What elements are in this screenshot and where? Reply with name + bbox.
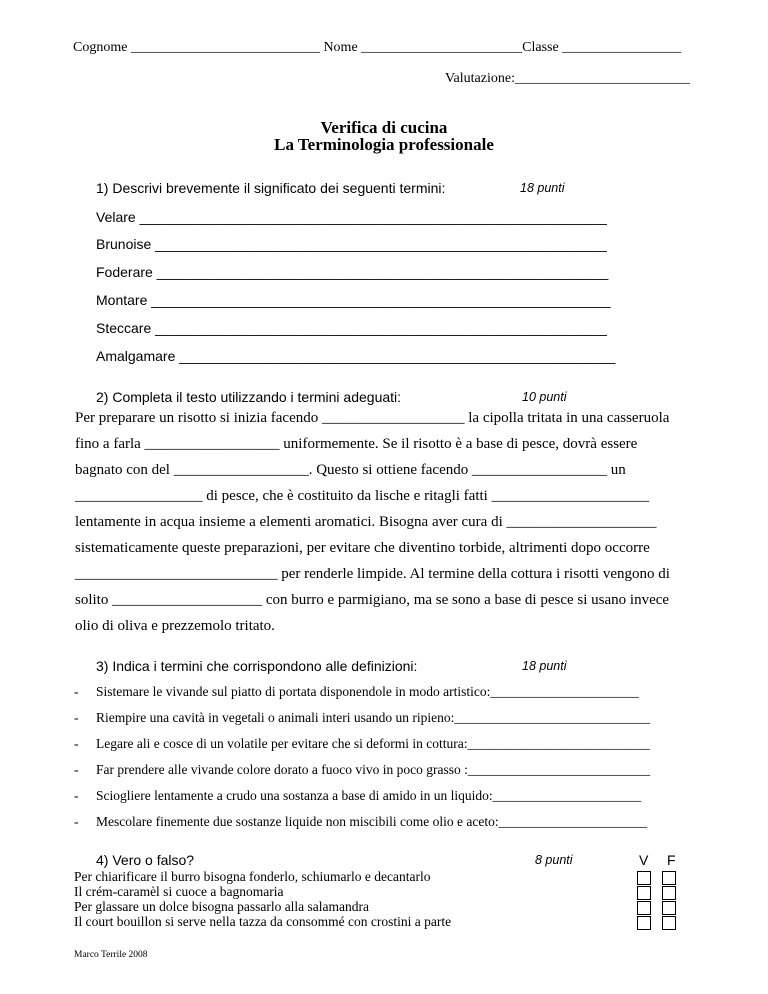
term-line[interactable]: Brunoise __________________________________________________________ <box>96 236 607 252</box>
term-line[interactable]: Foderare __________________________________________________________ <box>96 264 609 280</box>
section2-points: 10 punti <box>522 390 567 404</box>
term-line[interactable]: Amalgamare ________________________________________________________ <box>96 348 616 364</box>
bullet-dash: - <box>74 814 79 829</box>
section4-heading: 4) Vero o falso? <box>96 852 195 868</box>
false-checkbox[interactable] <box>662 901 676 915</box>
paragraph-line[interactable]: fino a farla __________________ uniformemente. Se il risotto è a base di pesce, dovrà essere <box>75 436 638 452</box>
term-line[interactable]: Montare ___________________________________________________________ <box>96 292 611 308</box>
page-subtitle: La Terminologia professionale <box>274 135 494 154</box>
section4-points: 8 punti <box>535 853 573 867</box>
column-false-label: F <box>667 852 676 868</box>
true-false-statement: Per chiarificare il burro bisogna fonderlo, schiumarlo e decantarlo <box>74 869 431 884</box>
student-info-line[interactable]: Cognome ___________________________ Nome _______________________Classe _________________ <box>73 40 682 55</box>
definition-line[interactable]: Far prendere alle vivande colore dorato a fuoco vivo in poco grasso :___________________________ <box>96 762 651 777</box>
definition-line[interactable]: Sistemare le vivande sul piatto di portata disponendole in modo artistico:______________________ <box>96 684 639 699</box>
column-true-label: V <box>639 852 649 868</box>
false-checkbox[interactable] <box>662 916 676 930</box>
bullet-dash: - <box>74 788 79 803</box>
section1-heading: 1) Descrivi brevemente il significato dei seguenti termini: <box>96 180 446 196</box>
paragraph-line: sistematicamente queste preparazioni, per evitare che diventino torbide, altrimenti dopo occorre <box>75 540 650 556</box>
grade-line[interactable]: Valutazione:_________________________ <box>445 71 690 86</box>
definition-line[interactable]: Mescolare finemente due sostanze liquide non miscibili come olio e aceto:______________________ <box>96 814 648 829</box>
false-checkbox[interactable] <box>662 871 676 885</box>
paragraph-line[interactable]: Per preparare un risotto si inizia facendo ___________________ la cipolla tritata in una casseruola <box>75 410 670 426</box>
bullet-dash: - <box>74 710 79 725</box>
true-checkbox[interactable] <box>637 916 651 930</box>
footer-author: Marco Terrile 2008 <box>74 950 148 960</box>
paragraph-line: olio di oliva e prezzemolo tritato. <box>75 618 275 634</box>
paragraph-line[interactable]: ___________________________ per renderle limpide. Al termine della cottura i risotti vengono di <box>75 566 670 582</box>
true-checkbox[interactable] <box>637 901 651 915</box>
true-false-statement: Il court bouillon si serve nella tazza da consommé con crostini a parte <box>74 914 452 929</box>
true-checkbox[interactable] <box>637 871 651 885</box>
bullet-dash: - <box>74 762 79 777</box>
term-line[interactable]: Steccare __________________________________________________________ <box>96 320 607 336</box>
true-false-statement: Per glassare un dolce bisogna passarlo alla salamandra <box>74 899 370 914</box>
section1-points: 18 punti <box>520 181 565 195</box>
paragraph-line[interactable]: lentamente in acqua insieme a elementi aromatici. Bisogna aver cura di ____________________ <box>75 514 657 530</box>
term-line[interactable]: Velare ____________________________________________________________ <box>96 209 607 225</box>
definition-line[interactable]: Legare ali e cosce di un volatile per evitare che si deformi in cottura:___________________________ <box>96 736 650 751</box>
paragraph-line[interactable]: _________________ di pesce, che è costituito da lische e ritagli fatti _____________________ <box>75 488 650 504</box>
definition-line[interactable]: Sciogliere lentamente a crudo una sostanza a base di amido in un liquido:______________________ <box>96 788 642 803</box>
definition-line[interactable]: Riempire una cavità in vegetali o animali interi usando un ripieno:_____________________________ <box>96 710 651 725</box>
true-false-statement: Il crém-caramèl si cuoce a bagnomaria <box>74 884 284 899</box>
paragraph-line[interactable]: solito ____________________ con burro e parmigiano, ma se sono a base di pesce si usano invece <box>75 592 670 608</box>
section3-points: 18 punti <box>522 659 567 673</box>
section3-heading: 3) Indica i termini che corrispondono alle definizioni: <box>96 658 418 674</box>
bullet-dash: - <box>74 736 79 751</box>
false-checkbox[interactable] <box>662 886 676 900</box>
page-title: Verifica di cucina <box>320 118 448 137</box>
bullet-dash: - <box>74 684 79 699</box>
true-checkbox[interactable] <box>637 886 651 900</box>
paragraph-line[interactable]: bagnato con del __________________. Questo si ottiene facendo __________________ un <box>75 462 626 478</box>
section2-heading: 2) Completa il testo utilizzando i termini adeguati: <box>96 389 402 405</box>
